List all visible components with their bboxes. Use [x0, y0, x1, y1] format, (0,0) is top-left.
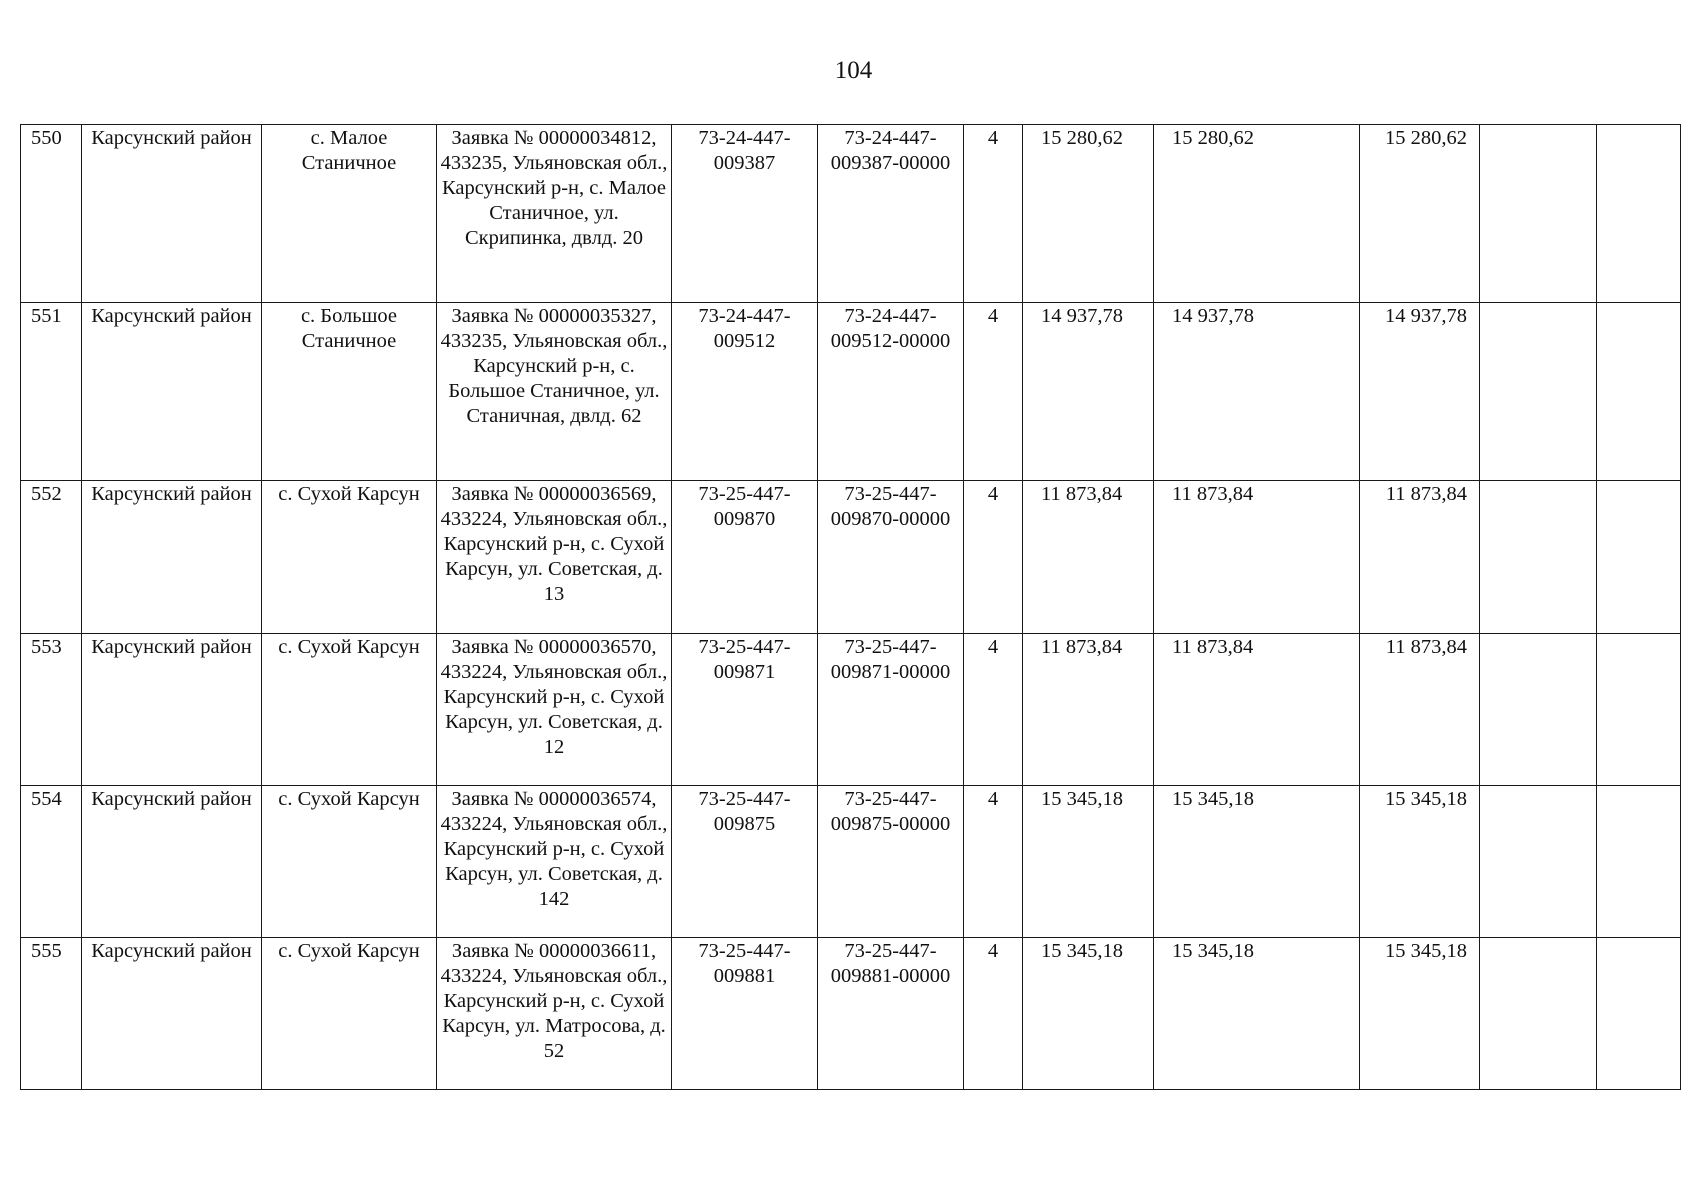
table-row [21, 938, 1681, 1090]
cell-district: Карсунский район [82, 938, 262, 1090]
cell-amount-1: 14 937,78 [1023, 303, 1154, 481]
cell-amount-2: 15 280,62 [1154, 125, 1360, 303]
cell-amount-3: 15 280,62 [1360, 125, 1480, 303]
cell-amount-2: 15 345,18 [1154, 938, 1360, 1090]
cell-quantity: 4 [964, 634, 1023, 786]
cell-amount-1: 11 873,84 [1023, 481, 1154, 634]
cell-amount-3: 14 937,78 [1360, 303, 1480, 481]
cell-amount-1: 15 345,18 [1023, 938, 1154, 1090]
table-row [21, 303, 1681, 481]
cell-quantity: 4 [964, 303, 1023, 481]
cell-number: 550 [21, 125, 82, 303]
cell-settlement: с. Сухой Карсун [262, 481, 437, 634]
page-number: 104 [834, 57, 873, 84]
table-row [21, 481, 1681, 634]
cell-amount-2: 14 937,78 [1154, 303, 1360, 481]
cell-empty-3 [1597, 634, 1681, 786]
cell-code: 73-25-447-009875 [672, 786, 818, 938]
cell-settlement: с. Малое Станичное [262, 125, 437, 303]
table-row [21, 125, 1681, 303]
cell-number: 552 [21, 481, 82, 634]
cell-application: Заявка № 00000036574, 433224, Ульяновская обл., Карсунский р-н, с. Сухой Карсун, ул. Советская, д. 142 [437, 786, 672, 938]
cell-code: 73-24-447-009387 [672, 125, 818, 303]
cell-number: 551 [21, 303, 82, 481]
cell-application: Заявка № 00000036569, 433224, Ульяновская обл., Карсунский р-н, с. Сухой Карсун, ул. Советская, д. 13 [437, 481, 672, 634]
cell-empty-2 [1480, 303, 1597, 481]
cell-empty-3 [1597, 125, 1681, 303]
cell-empty-3 [1597, 481, 1681, 634]
cell-code: 73-24-447-009512 [672, 303, 818, 481]
table-row [21, 786, 1681, 938]
cell-amount-1: 15 345,18 [1023, 786, 1154, 938]
cell-amount-3: 15 345,18 [1360, 938, 1480, 1090]
cell-code: 73-25-447-009871 [672, 634, 818, 786]
cell-amount-1: 11 873,84 [1023, 634, 1154, 786]
cell-application: Заявка № 00000034812, 433235, Ульяновская обл., Карсунский р-н, с. Малое Станичное, ул. Скрипинка, двлд. 20 [437, 125, 672, 303]
cell-settlement: с. Сухой Карсун [262, 634, 437, 786]
cell-empty-2 [1480, 481, 1597, 634]
cell-district: Карсунский район [82, 786, 262, 938]
cell-full-code: 73-25-447-009881-00000 [818, 938, 964, 1090]
table-body [21, 125, 1681, 1090]
registry-table [20, 124, 1681, 1090]
cell-number: 554 [21, 786, 82, 938]
cell-empty-2 [1480, 125, 1597, 303]
cell-settlement: с. Большое Станичное [262, 303, 437, 481]
cell-number: 553 [21, 634, 82, 786]
table-row [21, 634, 1681, 786]
cell-full-code: 73-25-447-009871-00000 [818, 634, 964, 786]
cell-amount-2: 11 873,84 [1154, 481, 1360, 634]
cell-code: 73-25-447-009870 [672, 481, 818, 634]
cell-quantity: 4 [964, 938, 1023, 1090]
cell-empty-2 [1480, 938, 1597, 1090]
cell-amount-2: 11 873,84 [1154, 634, 1360, 786]
cell-application: Заявка № 00000036611, 433224, Ульяновская обл., Карсунский р-н, с. Сухой Карсун, ул. Матросова, д. 52 [437, 938, 672, 1090]
cell-code: 73-25-447-009881 [672, 938, 818, 1090]
cell-full-code: 73-24-447-009512-00000 [818, 303, 964, 481]
cell-settlement: с. Сухой Карсун [262, 786, 437, 938]
cell-full-code: 73-25-447-009875-00000 [818, 786, 964, 938]
cell-amount-1: 15 280,62 [1023, 125, 1154, 303]
cell-district: Карсунский район [82, 125, 262, 303]
cell-empty-3 [1597, 303, 1681, 481]
cell-empty-3 [1597, 786, 1681, 938]
cell-quantity: 4 [964, 481, 1023, 634]
cell-full-code: 73-24-447-009387-00000 [818, 125, 964, 303]
cell-application: Заявка № 00000036570, 433224, Ульяновская обл., Карсунский р-н, с. Сухой Карсун, ул. Советская, д. 12 [437, 634, 672, 786]
cell-quantity: 4 [964, 125, 1023, 303]
cell-full-code: 73-25-447-009870-00000 [818, 481, 964, 634]
cell-application: Заявка № 00000035327, 433235, Ульяновская обл., Карсунский р-н, с. Большое Станичное, ул. Станичная, двлд. 62 [437, 303, 672, 481]
cell-district: Карсунский район [82, 634, 262, 786]
cell-settlement: с. Сухой Карсун [262, 938, 437, 1090]
cell-empty-3 [1597, 938, 1681, 1090]
cell-amount-2: 15 345,18 [1154, 786, 1360, 938]
cell-quantity: 4 [964, 786, 1023, 938]
cell-number: 555 [21, 938, 82, 1090]
cell-empty-2 [1480, 634, 1597, 786]
cell-amount-3: 15 345,18 [1360, 786, 1480, 938]
cell-amount-3: 11 873,84 [1360, 634, 1480, 786]
cell-empty-2 [1480, 786, 1597, 938]
cell-district: Карсунский район [82, 481, 262, 634]
cell-district: Карсунский район [82, 303, 262, 481]
cell-amount-3: 11 873,84 [1360, 481, 1480, 634]
